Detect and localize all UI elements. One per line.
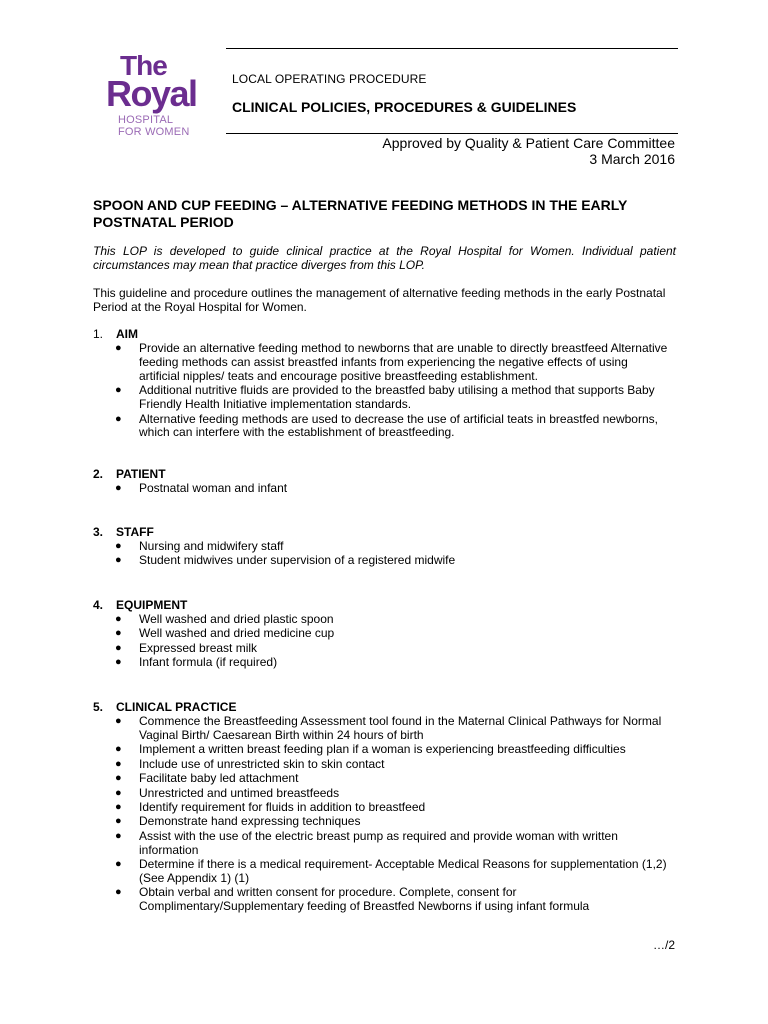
bullet-list (93, 613, 683, 670)
list-item-text: Facilitate baby led attachment (139, 771, 299, 786)
list-item (93, 858, 669, 886)
section-heading (93, 467, 683, 482)
intro-disclaimer: This LOP is developed to guide clinical practice at the Royal Hospital for Women. Individual patient circumstances may mean that practice diverges from this LOP. (93, 244, 676, 272)
bullet-icon: ● (115, 613, 122, 625)
section-aim (93, 327, 683, 441)
section-title: AIM (116, 327, 138, 341)
list-item-text: Student midwives under supervision of a registered midwife (139, 553, 456, 568)
section-heading (93, 598, 683, 613)
list-item (93, 384, 669, 412)
list-item (93, 743, 669, 757)
section-title: EQUIPMENT (116, 598, 188, 612)
list-item (93, 342, 669, 384)
list-item-text: Well washed and dried plastic spoon (139, 612, 334, 626)
bullet-icon: ● (115, 482, 122, 494)
list-item (93, 482, 669, 496)
list-item (93, 787, 669, 801)
bullet-icon: ● (115, 786, 122, 799)
section-number: 2. (93, 467, 104, 481)
header-top-rule (226, 48, 678, 49)
section-number: 3. (93, 525, 104, 539)
document-heading: CLINICAL POLICIES, PROCEDURES & GUIDELINES (232, 99, 577, 115)
bullet-icon: ● (115, 772, 122, 785)
bullet-icon: ● (115, 656, 122, 669)
list-item-text: Commence the Breastfeeding Assessment tool found in the Maternal Clinical Pathways for Normal Vaginal Birth/ Caesarean Birth within 24 hours of birth (139, 714, 662, 742)
list-item (93, 758, 669, 772)
bullet-list (93, 342, 683, 440)
approved-by: Approved by Quality & Patient Care Committee (382, 135, 675, 151)
hospital-logo (106, 52, 202, 138)
header-bottom-rule (226, 133, 678, 134)
bullet-icon: ● (115, 743, 122, 756)
bullet-icon: ● (115, 627, 122, 640)
bullet-icon: ● (115, 829, 122, 842)
logo-text-hospital: HOSPITAL (118, 114, 174, 126)
bullet-icon: ● (115, 384, 122, 397)
list-item (93, 642, 669, 656)
list-item (93, 656, 669, 670)
list-item (93, 830, 669, 858)
list-item-text: Implement a written breast feeding plan if a woman is experiencing breastfeeding difficulties (139, 742, 626, 757)
list-item-text: Obtain verbal and written consent for procedure. Complete, consent for Complimentary/Supplementary feeding of Breastfed Newborns if using infant formula (139, 885, 590, 914)
bullet-icon: ● (115, 886, 122, 899)
list-item (93, 554, 669, 568)
section-heading (93, 327, 683, 342)
intro-paragraph: This guideline and procedure outlines the management of alternative feeding methods in the early Postnatal Period at the Royal Hospital for Women. (93, 286, 666, 314)
list-item-text: Alternative feeding methods are used to decrease the use of artificial teats in breastfed newborns, which can interfere with the establishment of breastfeeding. (139, 411, 658, 440)
document-title: SPOON AND CUP FEEDING – ALTERNATIVE FEEDING METHODS IN THE EARLY POSTNATAL PERIOD (93, 197, 628, 230)
section-heading (93, 700, 683, 715)
list-item (93, 627, 669, 641)
list-item (93, 815, 669, 829)
list-item-text: Identify requirement for fluids in addition to breastfeed (139, 799, 426, 814)
list-item-text: Nursing and midwifery staff (139, 539, 284, 553)
list-item-text: Assist with the use of the electric breast pump as required and provide woman with written information (139, 828, 618, 857)
bullet-list (93, 540, 683, 568)
bullet-icon: ● (115, 554, 122, 567)
bullet-icon: ● (115, 800, 122, 813)
section-title: STAFF (116, 525, 154, 539)
bullet-list (93, 715, 683, 914)
section-clinical-practice (93, 700, 683, 915)
list-item-text: Well washed and dried medicine cup (139, 626, 335, 641)
section-title: PATIENT (116, 467, 166, 481)
list-item-text: Additional nutritive fluids are provided to the breastfed baby utilising a method that supports Baby Friendly Health Initiative implementation standards. (139, 383, 655, 412)
approved-date: 3 March 2016 (589, 151, 675, 167)
section-title: CLINICAL PRACTICE (116, 700, 237, 714)
list-item-text: Postnatal woman and infant (139, 481, 288, 495)
bullet-icon: ● (115, 715, 122, 727)
bullet-icon: ● (115, 757, 122, 770)
section-number: 5. (93, 700, 104, 714)
bullet-icon: ● (115, 412, 122, 425)
list-item (93, 715, 669, 743)
list-item-text: Demonstrate hand expressing techniques (139, 814, 361, 829)
section-number: 1. (93, 327, 104, 341)
list-item (93, 801, 669, 815)
list-item (93, 613, 669, 627)
list-item (93, 772, 669, 786)
page-continuation-marker: …/2 (652, 938, 675, 952)
bullet-icon: ● (115, 342, 122, 354)
list-item (93, 540, 669, 554)
approval-block (382, 135, 675, 167)
section-staff (93, 525, 683, 569)
logo-text-the: The (120, 50, 167, 81)
bullet-icon: ● (115, 815, 122, 828)
bullet-list (93, 482, 683, 496)
list-item-text: Unrestricted and untimed breastfeeds (139, 785, 340, 800)
list-item-text: Include use of unrestricted skin to skin contact (139, 756, 385, 771)
section-patient (93, 467, 683, 496)
list-item-text: Provide an alternative feeding method to newborns that are unable to directly breastfeed Alternative feeding methods can assist breastfed infants from experiencing the negative effects of using artificial nipples/ teats and encourage positive breastfeeding establishment. (139, 341, 668, 383)
bullet-icon: ● (115, 540, 122, 552)
bullet-icon: ● (115, 858, 122, 871)
list-item-text: Expressed breast milk (139, 640, 258, 655)
section-heading (93, 525, 683, 540)
logo-text-royal: Royal (106, 73, 197, 114)
list-item (93, 413, 669, 441)
document-category: LOCAL OPERATING PROCEDURE (232, 72, 427, 86)
logo-text-for-women: FOR WOMEN (118, 126, 190, 138)
list-item (93, 886, 669, 914)
section-equipment (93, 598, 683, 671)
bullet-icon: ● (115, 641, 122, 654)
list-item-text: Determine if there is a medical requirement- Acceptable Medical Reasons for supplementation (1,2) (See Appendix 1) (1) (139, 857, 667, 885)
list-item-text: Infant formula (if required) (139, 655, 278, 670)
section-number: 4. (93, 598, 104, 612)
